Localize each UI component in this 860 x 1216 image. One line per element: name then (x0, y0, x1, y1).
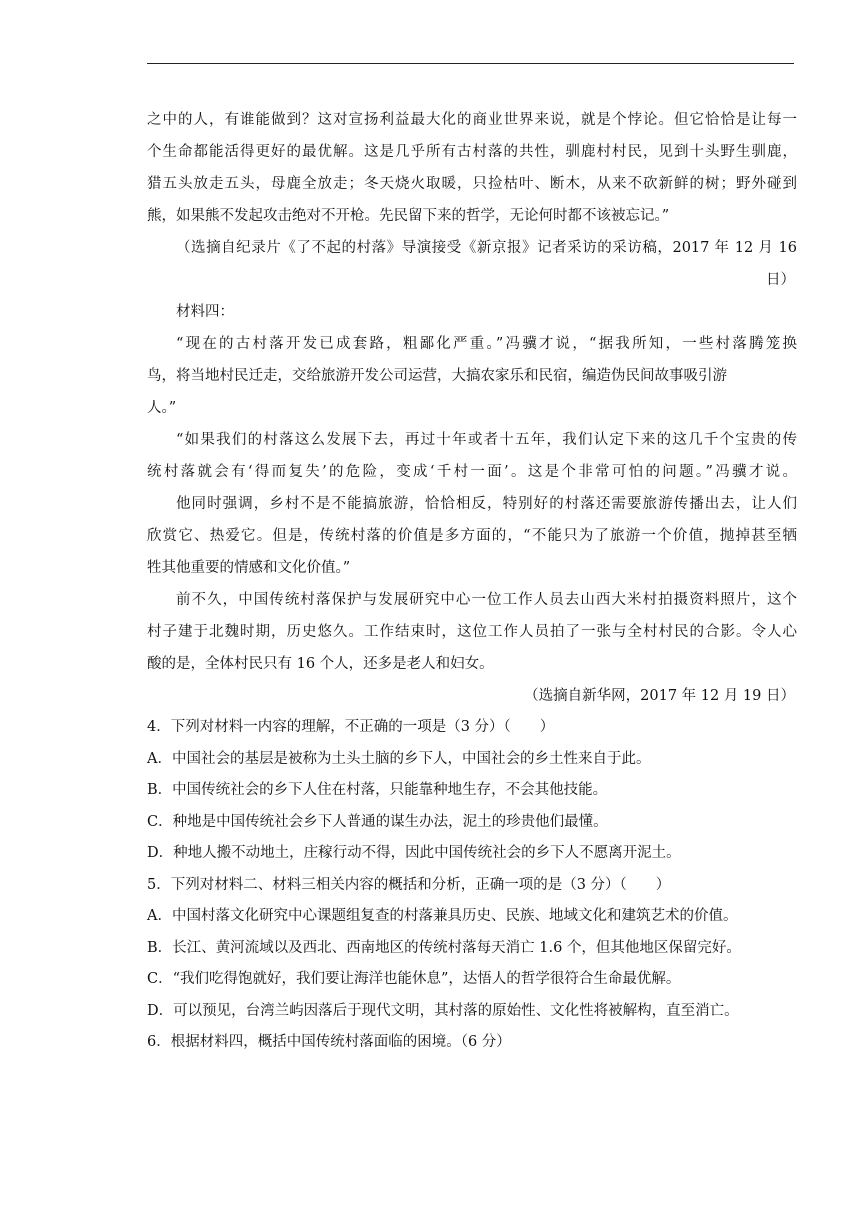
material-4 (147, 296, 797, 712)
source-line: （选摘自纪录片《了不起的村落》导演接受《新京报》记者采访的采访稿，2017 年 12 月 16 (176, 240, 797, 256)
material-line: 欣赏它、热爱它。但是，传统村落的价值是多方面的，“不能只为了旅游一个价值，抛掉甚至牺 (147, 528, 797, 544)
material-line: 他同时强调，乡村不是不能搞旅游，恰恰相反，特别好的村落还需要旅游传播出去，让人们 (176, 496, 797, 512)
passage-line: 猎五头放走五头，母鹿全放走；冬天烧火取暖，只捡枯叶、断木，从来不砍新鲜的树；野外碰到 (147, 176, 797, 192)
document-body (147, 104, 797, 1059)
answer-option: C．“我们吃得饱就好，我们要让海洋也能休息”，达悟人的哲学很符合生命最优解。 (147, 971, 681, 987)
header-rule (147, 63, 794, 64)
passage-top (147, 104, 797, 232)
answer-option: A．中国村落文化研究中心课题组复查的村落兼具历史、民族、地域文化和建筑艺术的价值。 (147, 908, 738, 924)
question-stem: 4．下列对材料一内容的理解，不正确的一项是（3 分）（ ） (147, 719, 555, 735)
material-line: 牲其他重要的情感和文化价值。” (147, 560, 351, 576)
source-line: 日） (766, 272, 795, 288)
questions (147, 712, 797, 1059)
passage-line: 个生命都能活得更好的最优解。这是几乎所有古村落的共性，驯鹿村村民，见到十头野生驯鹿， (147, 144, 797, 160)
answer-option: D．种地人搬不动地土，庄稼行动不得，因此中国传统社会的乡下人不愿离开泥土。 (147, 845, 681, 861)
answer-option: C．种地是中国传统社会乡下人普通的谋生办法，泥土的珍贵他们最懂。 (147, 813, 608, 830)
material-line: 前不久，中国传统村落保护与发展研究中心一位工作人员去山西大米村拍摄资料照片，这个 (176, 592, 797, 608)
passage-line: 熊，如果熊不发起攻击绝对不开枪。先民留下来的哲学，无论何时都不该被忘记。” (147, 208, 670, 224)
answer-option: B．长江、黄河流域以及西北、西南地区的传统村落每天消亡 1.6 个，但其他地区保留完好。 (147, 939, 741, 956)
question-stem: 5．下列对材料二、材料三相关内容的概括和分析，正确一项的是（3 分）（ ） (147, 876, 671, 893)
material-heading: 材料四： (176, 304, 234, 320)
question (147, 1027, 797, 1059)
answer-option: D．可以预见，台湾兰屿因落后于现代文明，其村落的原始性、文化性将被解构，直至消亡。 (147, 1002, 739, 1019)
material-4-lines (147, 328, 797, 680)
source-line: （选摘自新华网，2017 年 12 月 19 日） (524, 688, 795, 704)
question (147, 870, 797, 1028)
material-line: “如果我们的村落这么发展下去，再过十年或者十五年，我们认定下来的这几千个宝贵的传 (176, 432, 797, 448)
question (147, 712, 797, 870)
material-line: 村子建于北魏时期，历史悠久。工作结束时，这位工作人员拍了一张与全村村民的合影。令人心 (147, 624, 797, 640)
question-stem: 6．根据材料四，概括中国传统村落面临的困境。（6 分） (147, 1034, 511, 1050)
material-line: 鸟，将当地村民迁走，交给旅游开发公司运营，大搞农家乐和民宿，编造伪民间故事吸引游 (147, 368, 727, 384)
material-line: “现在的古村落开发已成套路，粗鄙化严重。”冯骥才说，“据我所知，一些村落腾笼换 (176, 336, 797, 352)
material-line: 人。” (147, 400, 177, 416)
source-material-3 (147, 232, 797, 296)
answer-option: B．中国传统社会的乡下人住在村落，只能靠种地生存，不会其他技能。 (147, 782, 608, 798)
answer-option: A．中国社会的基层是被称为土头土脑的乡下人，中国社会的乡土性来自于此。 (147, 750, 651, 767)
material-line: 统村落就会有‘得而复失’的危险，变成‘千村一面’。这是个非常可怕的问题。”冯骥才说。 (147, 464, 797, 480)
material-line: 酸的是，全体村民只有 16 个人，还多是老人和妇女。 (147, 656, 494, 672)
passage-line: 之中的人，有谁能做到？这对宣扬利益最大化的商业世界来说，就是个悖论。但它恰恰是让每一 (147, 112, 797, 128)
